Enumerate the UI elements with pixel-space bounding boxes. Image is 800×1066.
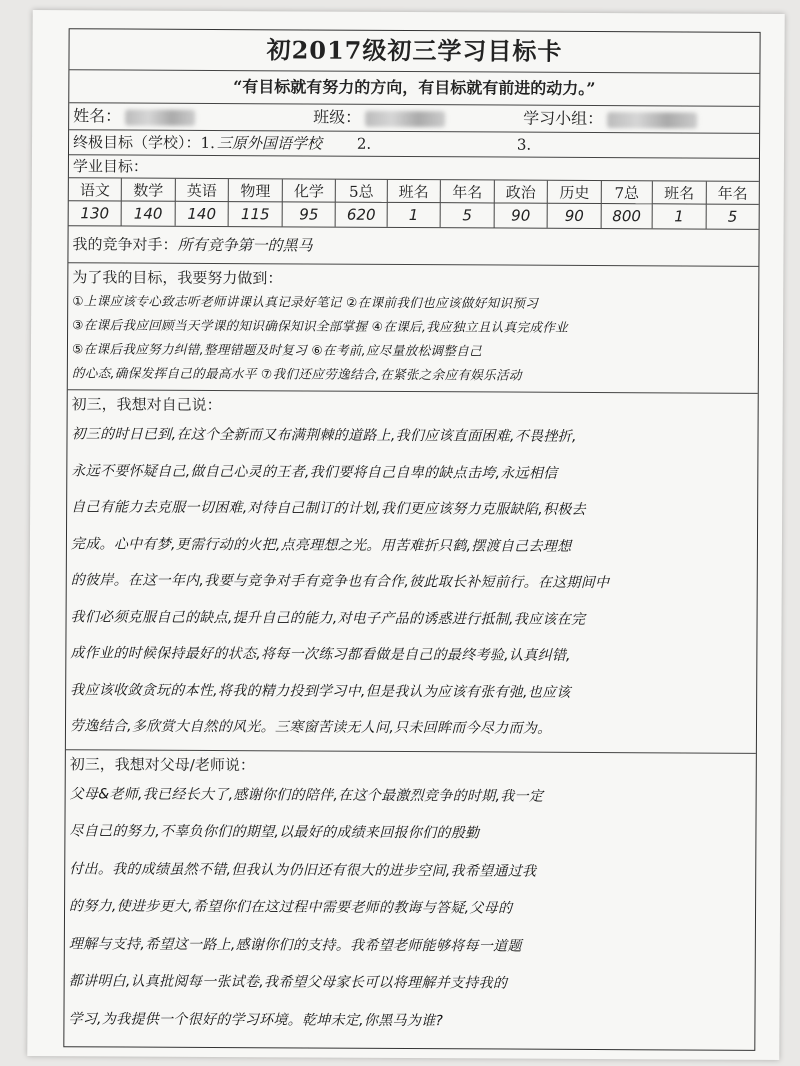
effort-line: ①上课应该专心致志听老师讲课认真记录好笔记 ②在课前我们也应该做好知识预习 bbox=[72, 293, 539, 311]
class-field bbox=[313, 105, 523, 132]
rival-row bbox=[68, 226, 758, 267]
parents-section bbox=[64, 750, 756, 1050]
parents-lines bbox=[64, 774, 755, 1046]
self-line: 初三的时日已到,在这个全新而又布满荆棘的道路上,我们应该直面困难,不畏挫折, bbox=[71, 426, 577, 445]
score-value: 130 bbox=[69, 201, 122, 226]
card-motto: “有目标就有努力的方向，有目标就有前进的动力。” bbox=[69, 70, 759, 107]
scores-table bbox=[69, 178, 759, 229]
score-header: 语文 bbox=[69, 178, 122, 201]
ultimate-goal-label: 终极目标（学校）：1. bbox=[73, 133, 215, 152]
goal-card bbox=[63, 28, 760, 1050]
ultimate-goal-2-label: 2. bbox=[356, 134, 372, 153]
academic-goal-label: 学业目标： bbox=[69, 155, 759, 182]
self-line: 完成。心中有梦,更需行动的火把,点亮理想之光。用苦难折只鹤,摆渡自己去理想 bbox=[70, 535, 572, 555]
score-value: 5 bbox=[440, 203, 494, 228]
score-value: 5 bbox=[727, 207, 738, 226]
effort-section bbox=[68, 263, 759, 394]
score-header: 5总 bbox=[336, 180, 387, 203]
student-info-row bbox=[69, 103, 759, 134]
name-label: 姓名： bbox=[73, 106, 122, 126]
self-line: 永远不要怀疑自己,做自己心灵的王者,我们要将自己自卑的缺点击垮,永远相信 bbox=[71, 462, 558, 482]
effort-line: ③在课后我应回顾当天学课的知识确保知识全部掌握 ④在课后,我应独立且认真完成作业 bbox=[72, 317, 569, 335]
score-header: 英语 bbox=[175, 179, 229, 202]
group-redacted bbox=[607, 112, 697, 128]
score-value: 620 bbox=[336, 202, 387, 227]
parents-line: 尽自己的努力,不辜负你们的期望,以最好的成绩来回报你们的殷勤 bbox=[69, 823, 480, 842]
score-header: 班名 bbox=[387, 180, 441, 203]
effort-line: 的心态,确保发挥自己的最高水平 ⑦我们还应劳逸结合,在紧张之余应有娱乐活动 bbox=[71, 365, 522, 383]
effort-line: ⑤在课后我应努力纠错,整理错题及时复习 ⑥在考前,应尽量放松调整自己 bbox=[71, 341, 483, 359]
score-value: 1 bbox=[652, 204, 706, 229]
score-value: 90 bbox=[547, 203, 601, 228]
group-label: 学习小组： bbox=[523, 108, 604, 129]
class-redacted bbox=[365, 110, 445, 126]
scores-value-row bbox=[69, 201, 759, 229]
scores-table-wrap bbox=[69, 178, 759, 230]
score-header: 7总 bbox=[601, 181, 652, 204]
parents-line: 父母&老师,我已经长大了,感谢你们的陪伴,在这个最激烈竞争的时期,我一定 bbox=[69, 785, 544, 805]
ultimate-goal-3-label: 3. bbox=[516, 135, 532, 154]
score-value: 95 bbox=[282, 202, 336, 227]
parents-label: 初三，我想对父母/老师说： bbox=[69, 754, 255, 774]
self-section bbox=[66, 390, 758, 753]
self-label: 初三，我想对自己说： bbox=[71, 395, 222, 415]
self-line: 我应该收敛贪玩的本性,将我的精力投到学习中,但是我认为应该有张有弛,也应该 bbox=[70, 681, 571, 701]
score-value: 140 bbox=[175, 201, 229, 226]
score-header: 班名 bbox=[652, 181, 706, 204]
self-line: 自己有能力去克服一切困难,对待自己制订的计划,我们更应该努力克服缺陷,积极去 bbox=[71, 499, 586, 518]
parents-line: 学习,为我提供一个很好的学习环境。乾坤未定,你黑马为谁? bbox=[68, 1010, 444, 1029]
score-header: 物理 bbox=[229, 179, 283, 202]
parents-line: 理解与支持,希望这一路上,感谢你们的支持。我希望老师能够将每一道题 bbox=[68, 935, 522, 955]
group-field bbox=[523, 106, 759, 133]
score-header: 年名 bbox=[440, 180, 494, 203]
card-title: 初2017级初三学习目标卡 bbox=[69, 29, 759, 74]
score-header: 政治 bbox=[494, 180, 548, 203]
class-label: 班级： bbox=[313, 107, 362, 127]
effort-label: 为了我的目标，我要努力做到： bbox=[72, 268, 283, 288]
rival-value: 所有竞争第一的黑马 bbox=[177, 235, 313, 255]
parents-line: 的努力,使进步更大,希望你们在这过程中需要老师的教诲与答疑,父母的 bbox=[69, 898, 513, 917]
self-line: 我们必须克服自己的缺点,提升自己的能力,对电子产品的诱惑进行抵制,我应该在完 bbox=[70, 608, 586, 628]
self-line: 劳逸结合,多欣赏大自然的风光。三寒窗苦读无人问,只未回眸而今尽力而为。 bbox=[69, 718, 552, 737]
score-value: 90 bbox=[494, 203, 548, 228]
ultimate-goal-row bbox=[69, 130, 759, 159]
score-header: 历史 bbox=[548, 181, 602, 204]
paper-sheet bbox=[27, 10, 784, 1060]
self-lines bbox=[66, 414, 758, 752]
score-value: 800 bbox=[601, 204, 652, 229]
name-field bbox=[69, 103, 313, 130]
score-header: 年名 bbox=[706, 182, 759, 205]
self-line: 的彼岸。在这一年内,我要与竞争对手有竞争也有合作,彼此取长补短前行。在这期间中 bbox=[70, 572, 610, 592]
self-line: 成作业的时候保持最好的状态,将每一次练习都看做是自己的最终考验,认真纠错, bbox=[70, 645, 571, 664]
score-header: 数学 bbox=[121, 179, 175, 202]
ultimate-goal-1: 三原外国语学校 bbox=[216, 134, 322, 153]
parents-line: 都讲明白,认真批阅每一张试卷,我希望父母家长可以将理解并支持我的 bbox=[68, 973, 508, 992]
score-value: 1 bbox=[387, 202, 441, 227]
score-value: 140 bbox=[121, 201, 175, 226]
rival-label: 我的竞争对手： bbox=[72, 235, 178, 254]
score-header: 化学 bbox=[282, 179, 336, 202]
effort-lines bbox=[68, 287, 759, 393]
parents-line: 付出。我的成绩虽然不错,但我认为仍旧还有很大的进步空间,我希望通过我 bbox=[69, 860, 537, 880]
name-redacted bbox=[125, 109, 195, 125]
score-value: 115 bbox=[228, 202, 282, 227]
